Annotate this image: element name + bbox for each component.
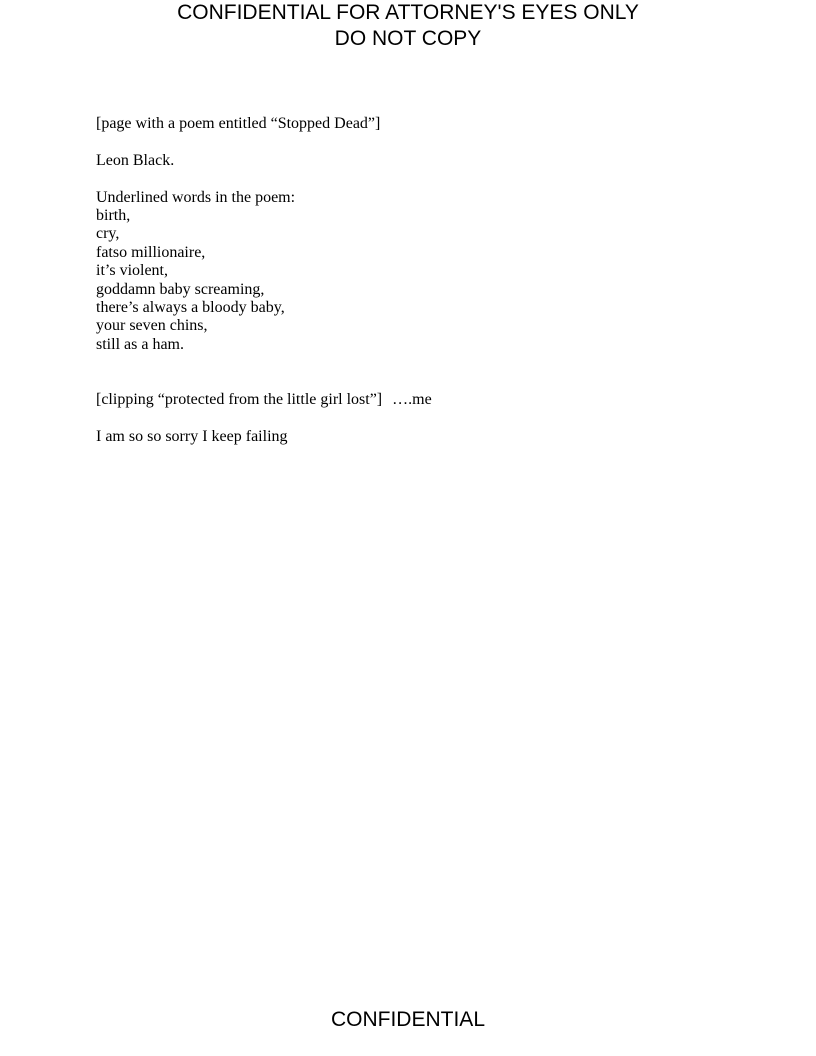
list-item: your seven chins, <box>96 317 208 335</box>
list-item: there’s always a bloody baby, <box>96 299 285 317</box>
list-item: still as a ham. <box>96 335 184 353</box>
confidential-footer: CONFIDENTIAL <box>330 1008 485 1031</box>
clipping-note: [clipping “protected from the little girl lost”] <box>96 391 383 409</box>
list-item: cry, <box>96 225 120 243</box>
clipping-line <box>96 391 736 409</box>
poem-page-note: [page with a poem entitled “Stopped Dead”] <box>96 115 381 132</box>
header-line-1: CONFIDENTIAL FOR ATTORNEY'S EYES ONLY <box>177 1 639 24</box>
clipping-tail: ….me <box>392 391 432 409</box>
header-line-2: DO NOT COPY <box>334 27 482 50</box>
list-item: it’s violent, <box>96 262 168 280</box>
list-item: goddamn baby screaming, <box>96 280 265 298</box>
document-body <box>96 115 736 446</box>
list-item: birth, <box>96 207 131 224</box>
closing-line: I am so so sorry I keep failing <box>96 427 288 445</box>
underlined-words-list <box>96 207 736 354</box>
list-item: fatso millionaire, <box>96 243 206 261</box>
name-line: Leon Black. <box>96 151 175 169</box>
confidential-header <box>0 0 816 52</box>
underlined-words-heading: Underlined words in the poem: <box>96 188 296 206</box>
